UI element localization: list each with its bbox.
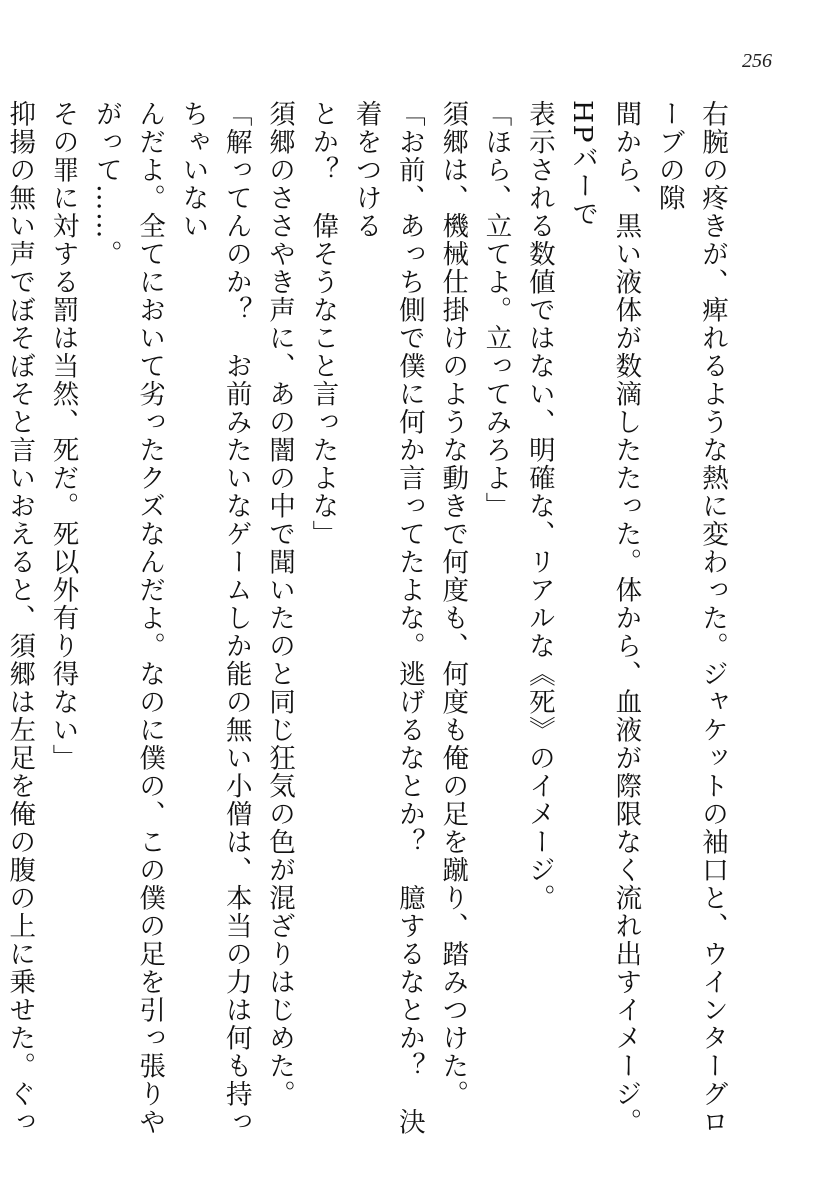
text-line: 右腕の疼きが、痺れるような熱に変わった。ジャケットの袖口と、ウインターグローブの隙: [653, 100, 728, 1136]
text-line: んだよ。全てにおいて劣ったクズなんだよ。なのに僕の、この僕の足を引っ張りやがって……。: [90, 100, 166, 1136]
text-line: 「解ってんのか？ お前みたいなゲームしか能の無い小僧は、本当の力は何も持っちゃいない: [177, 100, 252, 1136]
page-number: 256: [742, 50, 772, 72]
text-line: 抑揚の無い声でぼそぼそと言いおえると、須郷は左足を俺の腹の上に乗せた。ぐっ: [4, 100, 36, 1136]
text-line: 須郷は、機械仕掛けのような動きで何度も、何度も俺の足を蹴り、踏みつけた。: [437, 100, 469, 1108]
text-line: とか？ 偉そうなこと言ったよな」: [307, 100, 339, 548]
text-line: 「お前、あっち側で僕に何か言ってたよな。逃げるなとか？ 臆するなとか？ 決着をつける: [350, 100, 425, 1136]
text-line: 表示される数値ではない、明確な、リアルな《死》のイメージ。: [523, 100, 555, 912]
vertical-text-body: [4, 100, 734, 1140]
text-line: 須郷のささやき声に、あの闇の中で聞いたのと同じ狂気の色が混ざりはじめた。: [264, 100, 296, 1108]
text-line: 「ほら、立てよ。立ってみろよ」: [480, 100, 512, 520]
text-line: その罪に対する罰は当然、死だ。死以外有り得ない」: [47, 100, 79, 772]
text-line: 間から、黒い液体が数滴したたった。体から、血液が際限なく流れ出すイメージ。HPバーで: [567, 100, 642, 1136]
